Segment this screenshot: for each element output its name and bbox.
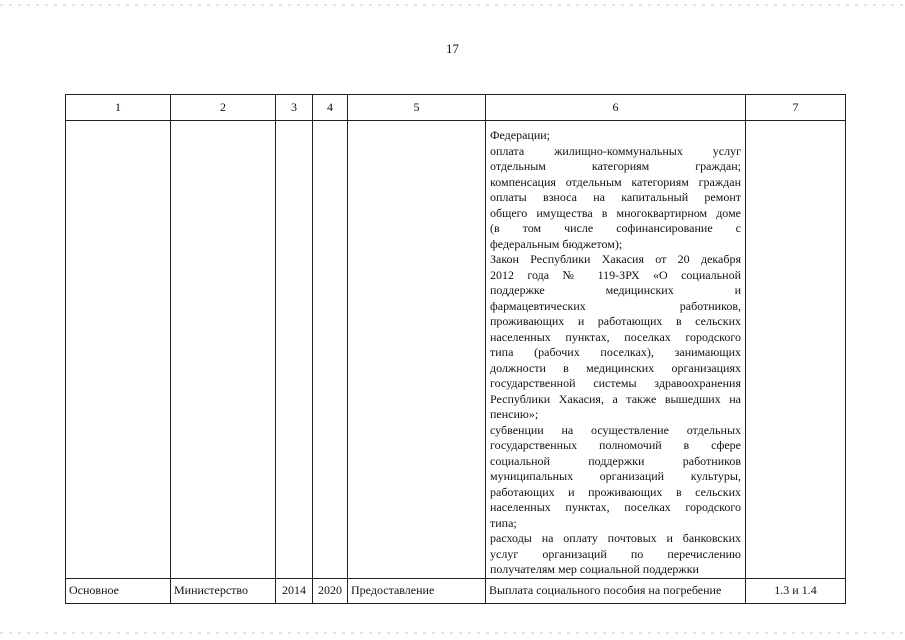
top-scan-artifact (0, 4, 905, 6)
col6-line: типа (рабочих поселках), занимающих (490, 345, 741, 359)
header-cell-2: 2 (171, 95, 276, 121)
row-cell-end-year: 2020 (313, 578, 348, 603)
col6-line: государственных полномочий в сфере (490, 438, 741, 452)
header-cell-3: 3 (276, 95, 313, 121)
row-cell-type: Основное (66, 578, 171, 603)
col6-line: Закон Республики Хакасия от 20 декабря (490, 252, 741, 266)
col6-line: государственной системы здравоохранения (490, 376, 741, 390)
continued-cell-4 (313, 121, 348, 579)
header-cell-5: 5 (348, 95, 486, 121)
page-number: 17 (446, 41, 459, 56)
row-cell-start-year: 2014 (276, 578, 313, 603)
col6-line: пенсию»; (490, 407, 539, 421)
col6-line: компенсация отдельным категориям граждан (490, 174, 741, 189)
row-cell-executor: Министерство (171, 578, 276, 603)
header-cell-6: 6 (486, 95, 746, 121)
col6-line: федеральным бюджетом); (490, 236, 623, 251)
continued-row (66, 121, 846, 579)
row-cell-description: Выплата социального пособия на погребение (486, 578, 746, 603)
continued-cell-5 (348, 121, 486, 579)
col6-line: поддержке медицинских и (490, 283, 741, 297)
col6-line: социальной поддержки работников (490, 453, 741, 468)
continued-cell-3 (276, 121, 313, 579)
continued-cell-7 (746, 121, 846, 579)
continued-cell-6 (486, 121, 746, 579)
col6-line: Федерации; (490, 128, 551, 142)
col6-line: оплата жилищно-коммунальных услуг (490, 143, 741, 158)
row-cell-measure: Предоставление (348, 578, 486, 603)
header-cell-7: 7 (746, 95, 846, 121)
col6-line: населенных пунктах, поселках городского (490, 329, 741, 344)
col6-line: субвенции на осуществление отдельных (490, 422, 741, 437)
col6-line: общего имущества в многоквартирном доме (490, 205, 741, 220)
continued-cell-2 (171, 121, 276, 579)
bottom-scan-artifact (0, 632, 905, 634)
continued-cell-1 (66, 121, 171, 579)
col6-line: фармацевтических работников, (490, 298, 741, 313)
col6-line: отдельным категориям граждан; (490, 159, 741, 173)
col6-line: муниципальных организаций культуры, (490, 469, 741, 483)
col6-line: услуг организаций по перечислению (490, 546, 741, 561)
col6-line: типа; (490, 515, 517, 530)
col6-line: Республики Хакасия, а также вышедших на (490, 391, 741, 406)
header-row (66, 95, 846, 121)
col6-line: 2012 года № 119-ЗРХ «О социальной (490, 267, 741, 282)
col6-line: работающих и проживающих в сельских (490, 484, 741, 499)
document-table (65, 94, 846, 604)
col6-line: оплаты взноса на капитальный ремонт (490, 190, 741, 204)
row-cell-indicators: 1.3 и 1.4 (746, 578, 846, 603)
col6-line: должности в медицинских организациях (490, 360, 741, 375)
header-cell-1: 1 (66, 95, 171, 121)
col6-line: получателям мер социальной поддержки (490, 562, 699, 576)
col6-line: населенных пунктах, поселках городского (490, 500, 741, 514)
table-row (66, 578, 846, 603)
col6-line: (в том числе софинансирование с (490, 221, 741, 235)
header-cell-4: 4 (313, 95, 348, 121)
col6-line: проживающих и работающих в сельских (490, 314, 741, 328)
col6-line: расходы на оплату почтовых и банковских (490, 531, 741, 545)
